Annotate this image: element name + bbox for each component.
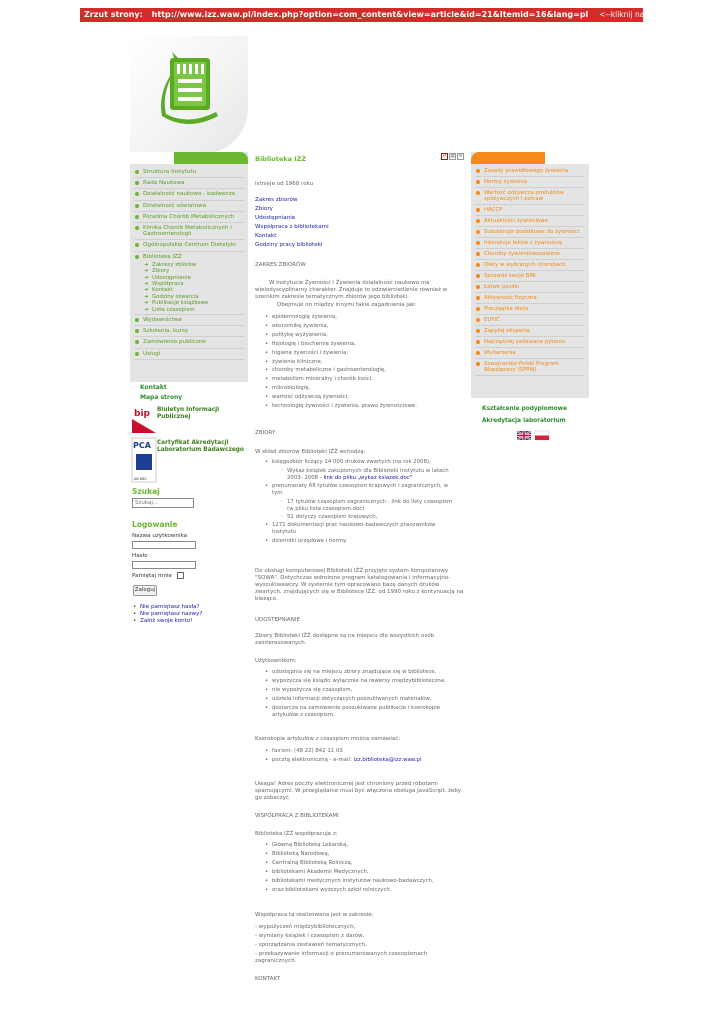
list-item: ◦ 51 dotyczy czasopism krajowych, bbox=[265, 513, 460, 522]
menu-item[interactable]: Zasady prawidłowego żywienia bbox=[475, 166, 585, 177]
list-item: • fax'em: (48 22) 842 11 03 bbox=[265, 747, 460, 756]
forgot-username-link[interactable]: • Nie pamiętasz nazwy? bbox=[132, 611, 202, 618]
list-item-text: Wykaz książek zakupionych dla Biblioteki Instytutu w latach 2003- 2008 - bbox=[287, 467, 449, 481]
list-item: • bibliotekami Akademii Medycznych, bbox=[265, 868, 460, 877]
remember-checkbox[interactable] bbox=[177, 572, 184, 579]
article-tools bbox=[441, 153, 464, 160]
list-item bbox=[265, 468, 460, 482]
list-item: • dostarcza na zamówienie poszukiwane publikacje i kserokopie artykułów z czasopism. bbox=[265, 705, 460, 719]
list-item bbox=[265, 756, 460, 765]
pca-badge[interactable] bbox=[132, 438, 250, 483]
izz-logo-icon[interactable] bbox=[148, 46, 228, 131]
menu-item[interactable]: Wartość odżywcza produktów spożywczych i potraw bbox=[475, 188, 585, 205]
username-field[interactable] bbox=[132, 541, 196, 549]
sowa-paragraph: Do obsługi komputerowej Biblioteki IŻŻ przyjęto system komputerowy "SOWA". Dotychczas wdrożono program katalogowania i informacyjno-wyszukiwawczy. W systemie tym opracowano bazę danych druków zwartych, znajdujących się w Bibliotece IŻŻ, od 1990 roku z kontynuacją na bieżąco. bbox=[255, 568, 464, 602]
list-item: • prenumeraty 68 tytułów czasopism krajowych i zagranicznych, w tym bbox=[265, 483, 460, 497]
menu-item[interactable]: Diety w wybranych chorobach bbox=[475, 260, 585, 271]
main-menu bbox=[130, 152, 248, 382]
list-item: • metabolizm mineralny i chorób kości, bbox=[265, 375, 460, 384]
menu-top-bar bbox=[471, 152, 589, 164]
menu-item[interactable]: Choroby żywieniowozależne bbox=[475, 249, 585, 260]
article-title: Biblioteka IŻŻ bbox=[255, 155, 307, 163]
pca-logo-text: PCA bbox=[133, 441, 151, 450]
list-item: • technologię żywności i żywienia, prawo żywnościowe. bbox=[265, 402, 460, 411]
menu-item[interactable]: Wydarzenia bbox=[475, 348, 585, 359]
menu-item[interactable]: Szkolenia, kursy bbox=[134, 326, 244, 337]
list-item: • udziela informacji dotyczących poszukiwanych materiałów, bbox=[265, 695, 460, 704]
section-heading: ZAKRES ZBIORÓW bbox=[255, 262, 306, 268]
menu-item[interactable]: Normy żywienia bbox=[475, 177, 585, 188]
scope2-line: - wypożyczeń międzybibliotecznych, bbox=[255, 924, 356, 930]
list-item: • politykę wyżywienia, bbox=[265, 331, 460, 340]
print-icon[interactable]: ▤ bbox=[450, 154, 455, 159]
access-intro: Zbiory Biblioteki IŻŻ dostępne są na miejscu dla wszystkich osób zainteresowanych. bbox=[255, 633, 435, 646]
menu-item[interactable]: Zamówienia publiczne bbox=[134, 337, 244, 348]
list-item: • żywienie kliniczne, bbox=[265, 358, 460, 367]
email-warning: Uwaga! Adres poczty elektronicznej jest chroniony przed robotami spamującymi. W przeglądarce musi być włączona obsługa JavaScript, żeby go zobaczyć. bbox=[255, 781, 462, 801]
email-icon[interactable]: ✉ bbox=[458, 154, 463, 159]
banner-hint: <--kliknij na adresie bbox=[599, 10, 675, 19]
list-item: • higienę żywności i żywienia, bbox=[265, 349, 460, 358]
sitemap-link[interactable]: Mapa strony bbox=[140, 394, 183, 401]
pca-code: AB 660 bbox=[134, 477, 147, 481]
order-label: Kserokopie artykułów z czasopism można zamawiać: bbox=[255, 736, 401, 742]
pca-label[interactable]: Certyfikat Akredytacji Laboratorium Badawczego bbox=[157, 440, 244, 453]
menu-item[interactable]: Struktura Instytutu bbox=[134, 167, 244, 178]
search-input[interactable] bbox=[132, 498, 194, 508]
email-link[interactable]: izz.biblioteka@izz.waw.pl bbox=[353, 756, 422, 763]
menu-item[interactable]: Piecząątka dieta bbox=[475, 304, 585, 315]
remember-label: Pamiętaj mnie bbox=[132, 573, 172, 579]
search-heading: Szukaj bbox=[132, 487, 160, 496]
nutrition-menu bbox=[471, 152, 589, 398]
register-link[interactable]: • Załóż swoje konto! bbox=[132, 618, 202, 625]
username-label: Nazwa użytkownika bbox=[132, 533, 188, 539]
scope-list bbox=[265, 313, 460, 411]
list-item: • wartość odżywczą żywności, bbox=[265, 393, 460, 402]
menu-item[interactable]: Poradnia Chorób Metabolicznych bbox=[134, 212, 244, 223]
language-switch bbox=[517, 431, 549, 440]
scope2-intro: Współpraca ta realizowana jest w zakresie: bbox=[255, 912, 374, 918]
menu-item[interactable]: Najczęściej zadawane pytania bbox=[475, 337, 585, 348]
menu-item[interactable]: Interakcje leków z żywnością bbox=[475, 238, 585, 249]
toc-link[interactable]: Zbiory bbox=[255, 206, 273, 212]
english-flag-icon[interactable] bbox=[517, 431, 531, 440]
menu-item[interactable]: Usługi bbox=[134, 349, 244, 360]
menu-item[interactable]: Działalność naukowo - badawcza bbox=[134, 189, 244, 200]
list-item: • oraz bibliotekami wyższych szkół rolniczych. bbox=[265, 886, 460, 895]
menu-item[interactable]: Łatwe posiłki bbox=[475, 282, 585, 293]
menu-item[interactable]: Sprawdź swoje BMI bbox=[475, 271, 585, 282]
scope2-line: - wymiany książek i czasopism z darów, bbox=[255, 933, 365, 939]
submenu-item[interactable]: ➜ Zbiory bbox=[134, 268, 244, 274]
bip-logo-text: bip bbox=[134, 409, 150, 419]
collections-intro: W skład zbiorów Biblioteki IŻŻ wchodzą: bbox=[255, 449, 366, 455]
toc-link[interactable]: Zakres zbiorów bbox=[255, 197, 298, 203]
password-field[interactable] bbox=[132, 561, 196, 569]
collections-list bbox=[265, 458, 460, 546]
file-link[interactable]: link do pliku „wykaz ksiazek.doc" bbox=[323, 474, 413, 481]
article-since: Istnieje od 1968 roku bbox=[255, 181, 314, 187]
section-heading: ZBIORY bbox=[255, 430, 276, 436]
list-item: • księgozbiór liczący 14 000 druków zwartych (na rok 2008), bbox=[265, 458, 460, 467]
contact-link[interactable]: Kontakt bbox=[140, 384, 167, 391]
list-item: • udostępnia się na miejscu zbiory znajdujące się w bibliotece, bbox=[265, 668, 460, 677]
list-item: • Biblioteką Narodową, bbox=[265, 850, 460, 859]
bip-badge[interactable] bbox=[132, 405, 250, 435]
menu-item[interactable]: Aktywność fizyczna bbox=[475, 293, 585, 304]
login-button[interactable]: Zaloguj bbox=[133, 585, 157, 596]
banner-url[interactable]: http://www.izz.waw.pl/index.php?option=com_content&view=article&id=21&Itemid=16&lang=pl bbox=[151, 10, 589, 19]
menu-item[interactable]: HACCP bbox=[475, 205, 585, 216]
accreditation-link[interactable]: Akredytacja laboratorium bbox=[482, 418, 566, 424]
coop-list bbox=[265, 841, 460, 894]
scope-intro: W Instytucie Żywności i Żywienia działalność naukowa ma wielodyscyplinarny charakter. Znajduje to odzwierciedlenie również w szerokim zakresie tematycznym zbiorów jego biblioteki. bbox=[255, 280, 448, 300]
list-item: • wypożycza się książki wyłącznie na rewersy międzybiblioteczne, bbox=[265, 677, 460, 686]
order-list bbox=[265, 747, 460, 765]
section-heading: KONTAKT bbox=[255, 976, 280, 982]
toc-link[interactable]: Udostępnianie bbox=[255, 215, 296, 221]
banner-label: Zrzut strony: bbox=[84, 10, 143, 19]
password-label: Hasło bbox=[132, 553, 148, 559]
list-item: • epidemiologię żywienia, bbox=[265, 313, 460, 322]
training-link[interactable]: Kształcenie podyplomowe bbox=[482, 406, 568, 412]
menu-item[interactable]: Szwajcarsko-Polski Program Współpracy (SPPW) bbox=[475, 359, 585, 376]
menu-item[interactable]: Rada Naukowa bbox=[134, 178, 244, 189]
list-item: • nie wypożycza się czasopism, bbox=[265, 686, 460, 695]
scope2-line: - przekazywanie informacji o prenumerowanych czasopismach zagranicznych. bbox=[255, 951, 428, 964]
toc-link[interactable]: Kontakt bbox=[255, 233, 277, 239]
scope-lead: Obejmuje on między innymi takie zagadnienia jak: bbox=[277, 302, 417, 308]
menu-item[interactable]: EUFIC bbox=[475, 315, 585, 326]
logo-panel bbox=[130, 36, 248, 154]
menu-item[interactable]: Substancje dodatkowe do żywności bbox=[475, 227, 585, 238]
submenu-item[interactable]: ➜ Zakresy zbiorów bbox=[134, 262, 244, 268]
forgot-password-link[interactable]: • Nie pamiętasz hasła? bbox=[132, 604, 202, 611]
users-label: Użytkownikom: bbox=[255, 658, 297, 664]
coop-intro: Biblioteka IŻŻ współpracuje z: bbox=[255, 831, 338, 837]
login-links bbox=[132, 604, 202, 625]
bip-label[interactable]: Biuletyn Informacji Publicznej bbox=[157, 407, 220, 420]
menu-item[interactable]: Wydawnictwa bbox=[134, 315, 244, 326]
bip-logo-icon bbox=[132, 405, 156, 433]
menu-item[interactable]: Aktualności żywieniowe bbox=[475, 216, 585, 227]
submenu-item[interactable]: ➜ Udostępnianie bbox=[134, 275, 244, 281]
menu-top-bar bbox=[130, 152, 248, 164]
toc-link[interactable]: Współpraca z bibliotekami bbox=[255, 224, 329, 230]
scope2-line: - sporządzania zestawień tematycznych, bbox=[255, 942, 367, 948]
list-item: • Centralną Biblioteką Rolniczą, bbox=[265, 859, 460, 868]
section-heading: WSPÓŁPRACA Z BIBLIOTEKAMI bbox=[255, 813, 339, 819]
polish-flag-icon[interactable] bbox=[535, 431, 549, 440]
submenu-item[interactable]: ➜ Godziny otwarcia bbox=[134, 294, 244, 300]
submenu-item[interactable]: ➜ Współpraca bbox=[134, 281, 244, 287]
list-item: • dzienniki urzędowe i normy. bbox=[265, 537, 460, 546]
list-item: ◦ 17 tytułów czasopism zagranicznych - link do listy czasopism (w pliku lista czasopism.doc) bbox=[265, 499, 460, 513]
login-heading: Logowanie bbox=[132, 520, 178, 529]
pdf-icon[interactable]: P bbox=[441, 153, 448, 160]
menu-item[interactable]: Ogólnopolskie Centrum Dietetyki bbox=[134, 240, 244, 251]
users-list bbox=[265, 668, 460, 719]
list-item: • bibliotekami medycznych instytutów naukowo-badawczych, bbox=[265, 877, 460, 886]
screenshot-url-banner[interactable] bbox=[80, 8, 675, 22]
list-item: • Główną Biblioteką Lekarską, bbox=[265, 841, 460, 850]
submenu-item[interactable]: ➜ Kontakt bbox=[134, 287, 244, 293]
list-item: • ekonomikę żywienia, bbox=[265, 322, 460, 331]
toc-link[interactable]: Godziny pracy biblioteki bbox=[255, 242, 323, 248]
menu-item[interactable]: Działalność oświatowa bbox=[134, 201, 244, 212]
list-item: • choroby metaboliczne i gastroenterologię, bbox=[265, 366, 460, 375]
submenu-item[interactable]: ➜ Publikacje książkowe bbox=[134, 300, 244, 306]
menu-item[interactable]: Klinika Chorób Metabolicznych i Gastroenterologii bbox=[134, 223, 244, 240]
list-item-text: pocztą elektroniczną - e-mail: bbox=[272, 756, 354, 763]
section-heading: UDOSTĘPNIANIE bbox=[255, 617, 300, 623]
list-item: • 1271 dokumentacji prac naukowo-badawczych pracowników Instytutu bbox=[265, 522, 460, 536]
list-item: • mikrobiologię, bbox=[265, 384, 460, 393]
list-item: • fizjologię i biochemię żywienia, bbox=[265, 340, 460, 349]
submenu-item[interactable]: ➜ Lista czasopism bbox=[134, 307, 244, 315]
menu-item[interactable]: Zapytaj eksperta bbox=[475, 326, 585, 337]
pca-logo-icon bbox=[132, 438, 156, 482]
menu-item-active[interactable]: Biblioteka IŻŻ bbox=[134, 252, 244, 262]
